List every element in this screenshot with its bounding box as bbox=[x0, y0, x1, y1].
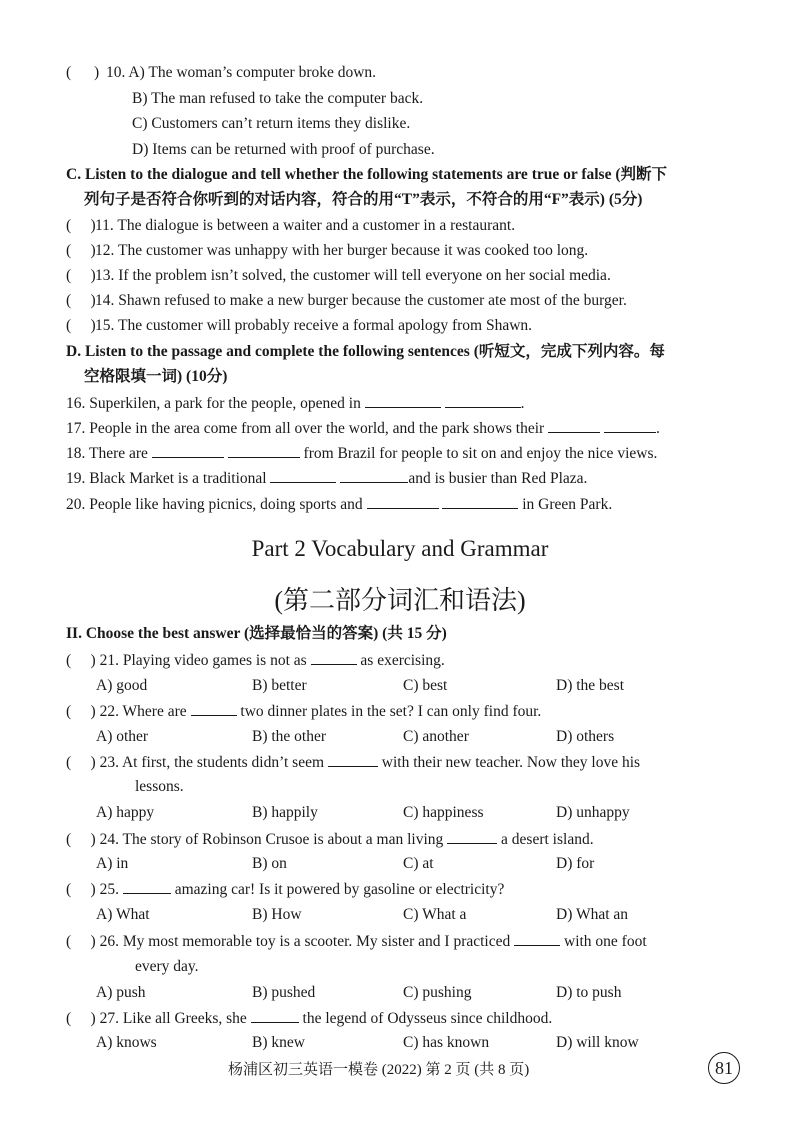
option-c[interactable]: C) at bbox=[403, 855, 434, 872]
question-25 bbox=[66, 879, 504, 900]
answer-paren: ( ) bbox=[66, 1010, 96, 1027]
option-a[interactable]: A) knows bbox=[96, 1034, 157, 1051]
question-23-continuation: lessons. bbox=[135, 778, 184, 795]
sentence-16-end: . bbox=[520, 395, 525, 412]
list-item bbox=[66, 241, 766, 261]
option-b[interactable]: B) happily bbox=[252, 804, 318, 821]
option-d[interactable]: D) unhappy bbox=[556, 804, 630, 821]
question-27-stem-end: the legend of Odysseus since childhood. bbox=[302, 1010, 553, 1027]
answer-paren-close: ) bbox=[94, 64, 100, 81]
blank-field[interactable] bbox=[447, 829, 497, 844]
answer-paren: ( ) bbox=[66, 652, 96, 669]
sentence-18-end: from Brazil for people to sit on and enjoy the nice views. bbox=[303, 445, 658, 462]
statement-14: 14. Shawn refused to make a new burger because the customer ate most of the burger. bbox=[95, 292, 627, 309]
section-d-heading-line2: 空格限填一词) (10分) bbox=[84, 368, 228, 385]
sentence-18-text: 18. There are bbox=[66, 445, 148, 462]
option-d[interactable]: D) to push bbox=[556, 984, 622, 1001]
blank-field[interactable] bbox=[152, 443, 224, 458]
blank-field[interactable] bbox=[191, 701, 237, 716]
option-c[interactable]: C) another bbox=[403, 728, 469, 745]
blank-field[interactable] bbox=[514, 931, 560, 946]
answer-paren: ( ) bbox=[66, 831, 96, 848]
option-d[interactable]: D) for bbox=[556, 855, 595, 872]
sentence-19-text: 19. Black Market is a traditional bbox=[66, 470, 267, 487]
sentence-17 bbox=[66, 418, 660, 439]
blank-field[interactable] bbox=[270, 468, 336, 483]
option-a[interactable]: A) What bbox=[96, 906, 150, 923]
question-27-stem: 27. Like all Greeks, she bbox=[99, 1010, 247, 1027]
question-22 bbox=[66, 701, 541, 722]
question-22-stem-end: two dinner plates in the set? I can only find four. bbox=[240, 703, 542, 720]
question-24 bbox=[66, 829, 594, 850]
question-23-stem: 23. At first, the students didn’t seem bbox=[99, 754, 325, 771]
sentence-20-text: 20. People like having picnics, doing sports and bbox=[66, 496, 363, 513]
question-23-stem-end: with their new teacher. Now they love his bbox=[381, 754, 641, 771]
answer-paren: ( ) bbox=[66, 217, 96, 234]
option-c[interactable]: C) has known bbox=[403, 1034, 490, 1051]
question-10-option-d: D) Items can be returned with proof of purchase. bbox=[132, 141, 435, 158]
answer-paren-open: ( bbox=[66, 64, 72, 81]
part-2-title: Part 2 Vocabulary and Grammar bbox=[251, 536, 549, 561]
blank-field[interactable] bbox=[548, 418, 600, 433]
answer-paren: ( ) bbox=[66, 317, 96, 334]
option-c[interactable]: C) best bbox=[403, 677, 448, 694]
answer-paren: ( ) bbox=[66, 292, 96, 309]
blank-field[interactable] bbox=[604, 418, 656, 433]
option-d[interactable]: D) the best bbox=[556, 677, 625, 694]
sentence-17-text: 17. People in the area come from all over the world, and the park shows their bbox=[66, 420, 545, 437]
answer-paren: ( ) bbox=[66, 267, 96, 284]
answer-paren: ( ) bbox=[66, 933, 96, 950]
blank-field[interactable] bbox=[328, 752, 378, 767]
option-b[interactable]: B) better bbox=[252, 677, 307, 694]
blank-field[interactable] bbox=[340, 468, 408, 483]
option-a[interactable]: A) good bbox=[96, 677, 148, 694]
blank-field[interactable] bbox=[228, 443, 300, 458]
blank-field[interactable] bbox=[123, 879, 171, 894]
option-b[interactable]: B) the other bbox=[252, 728, 327, 745]
question-26-continuation: every day. bbox=[135, 958, 199, 975]
section-d-heading-line1: D. Listen to the passage and complete the following sentences (听短文，完成下列内容。每 bbox=[66, 343, 665, 360]
part-2-subtitle: (第二部分词汇和语法) bbox=[274, 586, 526, 615]
list-item bbox=[66, 266, 766, 286]
statement-11: 11. The dialogue is between a waiter and a customer in a restaurant. bbox=[95, 217, 516, 234]
question-25-stem-end: amazing car! Is it powered by gasoline or electricity? bbox=[174, 881, 505, 898]
list-item bbox=[66, 291, 766, 311]
option-d[interactable]: D) What an bbox=[556, 906, 629, 923]
question-21 bbox=[66, 650, 445, 671]
option-c[interactable]: C) happiness bbox=[403, 804, 484, 821]
statement-15: 15. The customer will probably receive a formal apology from Shawn. bbox=[95, 317, 533, 334]
option-c[interactable]: C) pushing bbox=[403, 984, 472, 1001]
question-10-stem: 10. A) The woman’s computer broke down. bbox=[106, 64, 377, 81]
question-24-stem-end: a desert island. bbox=[501, 831, 594, 848]
statement-13: 13. If the problem isn’t solved, the customer will tell everyone on her social media. bbox=[95, 267, 611, 284]
blank-field[interactable] bbox=[365, 393, 441, 408]
question-21-stem: 21. Playing video games is not as bbox=[99, 652, 307, 669]
sentence-16 bbox=[66, 393, 524, 414]
blank-field[interactable] bbox=[442, 494, 518, 509]
question-24-stem: 24. The story of Robinson Crusoe is about a man living bbox=[99, 831, 444, 848]
question-26-stem: 26. My most memorable toy is a scooter. My sister and I practiced bbox=[99, 933, 511, 950]
answer-paren: ( ) bbox=[66, 881, 96, 898]
section-ii-heading: II. Choose the best answer (选择最恰当的答案) (共 15 分) bbox=[66, 625, 447, 642]
option-a[interactable]: A) in bbox=[96, 855, 129, 872]
question-10-option-b: B) The man refused to take the computer back. bbox=[132, 90, 424, 107]
question-21-stem-end: as exercising. bbox=[360, 652, 445, 669]
question-23 bbox=[66, 752, 640, 773]
statement-12: 12. The customer was unhappy with her burger because it was cooked too long. bbox=[95, 242, 589, 259]
option-a[interactable]: A) other bbox=[96, 728, 149, 745]
sentence-18 bbox=[66, 443, 657, 464]
option-b[interactable]: B) pushed bbox=[252, 984, 316, 1001]
sentence-20-end: in Green Park. bbox=[522, 496, 613, 513]
blank-field[interactable] bbox=[251, 1008, 299, 1023]
sentence-17-end: . bbox=[655, 420, 660, 437]
option-c[interactable]: C) What a bbox=[403, 906, 467, 923]
option-b[interactable]: B) How bbox=[252, 906, 302, 923]
question-26 bbox=[66, 931, 647, 952]
question-10-option-c: C) Customers can’t return items they dislike. bbox=[132, 115, 411, 132]
sentence-16-text: 16. Superkilen, a park for the people, opened in bbox=[66, 395, 361, 412]
question-26-stem-end: with one foot bbox=[564, 933, 647, 950]
question-25-stem: 25. bbox=[99, 881, 119, 898]
page-footer: 杨浦区初三英语一模卷 (2022) 第 2 页 (共 8 页) bbox=[228, 1062, 530, 1078]
sentence-20 bbox=[66, 494, 612, 515]
blank-field[interactable] bbox=[367, 494, 439, 509]
answer-paren: ( ) bbox=[66, 242, 96, 259]
question-27 bbox=[66, 1008, 552, 1029]
question-22-stem: 22. Where are bbox=[99, 703, 187, 720]
answer-paren: ( ) bbox=[66, 754, 96, 771]
option-a[interactable]: A) happy bbox=[96, 804, 155, 821]
page-number-badge: 81 bbox=[708, 1052, 740, 1084]
option-d[interactable]: D) will know bbox=[556, 1034, 639, 1051]
blank-field[interactable] bbox=[311, 650, 357, 665]
sentence-19 bbox=[66, 468, 587, 489]
option-b[interactable]: B) knew bbox=[252, 1034, 305, 1051]
option-a[interactable]: A) push bbox=[96, 984, 146, 1001]
option-b[interactable]: B) on bbox=[252, 855, 287, 872]
answer-paren: ( ) bbox=[66, 703, 96, 720]
sentence-19-end: and is busier than Red Plaza. bbox=[408, 470, 588, 487]
section-c-heading-line2: 列句子是否符合你听到的对话内容，符合的用“T”表示，不符合的用“F”表示) (5分) bbox=[84, 191, 643, 208]
list-item bbox=[66, 316, 766, 336]
option-d[interactable]: D) others bbox=[556, 728, 615, 745]
section-c-heading-line1: C. Listen to the dialogue and tell whether the following statements are true or false (判断下 bbox=[66, 166, 667, 183]
list-item bbox=[66, 216, 766, 236]
blank-field[interactable] bbox=[445, 393, 521, 408]
